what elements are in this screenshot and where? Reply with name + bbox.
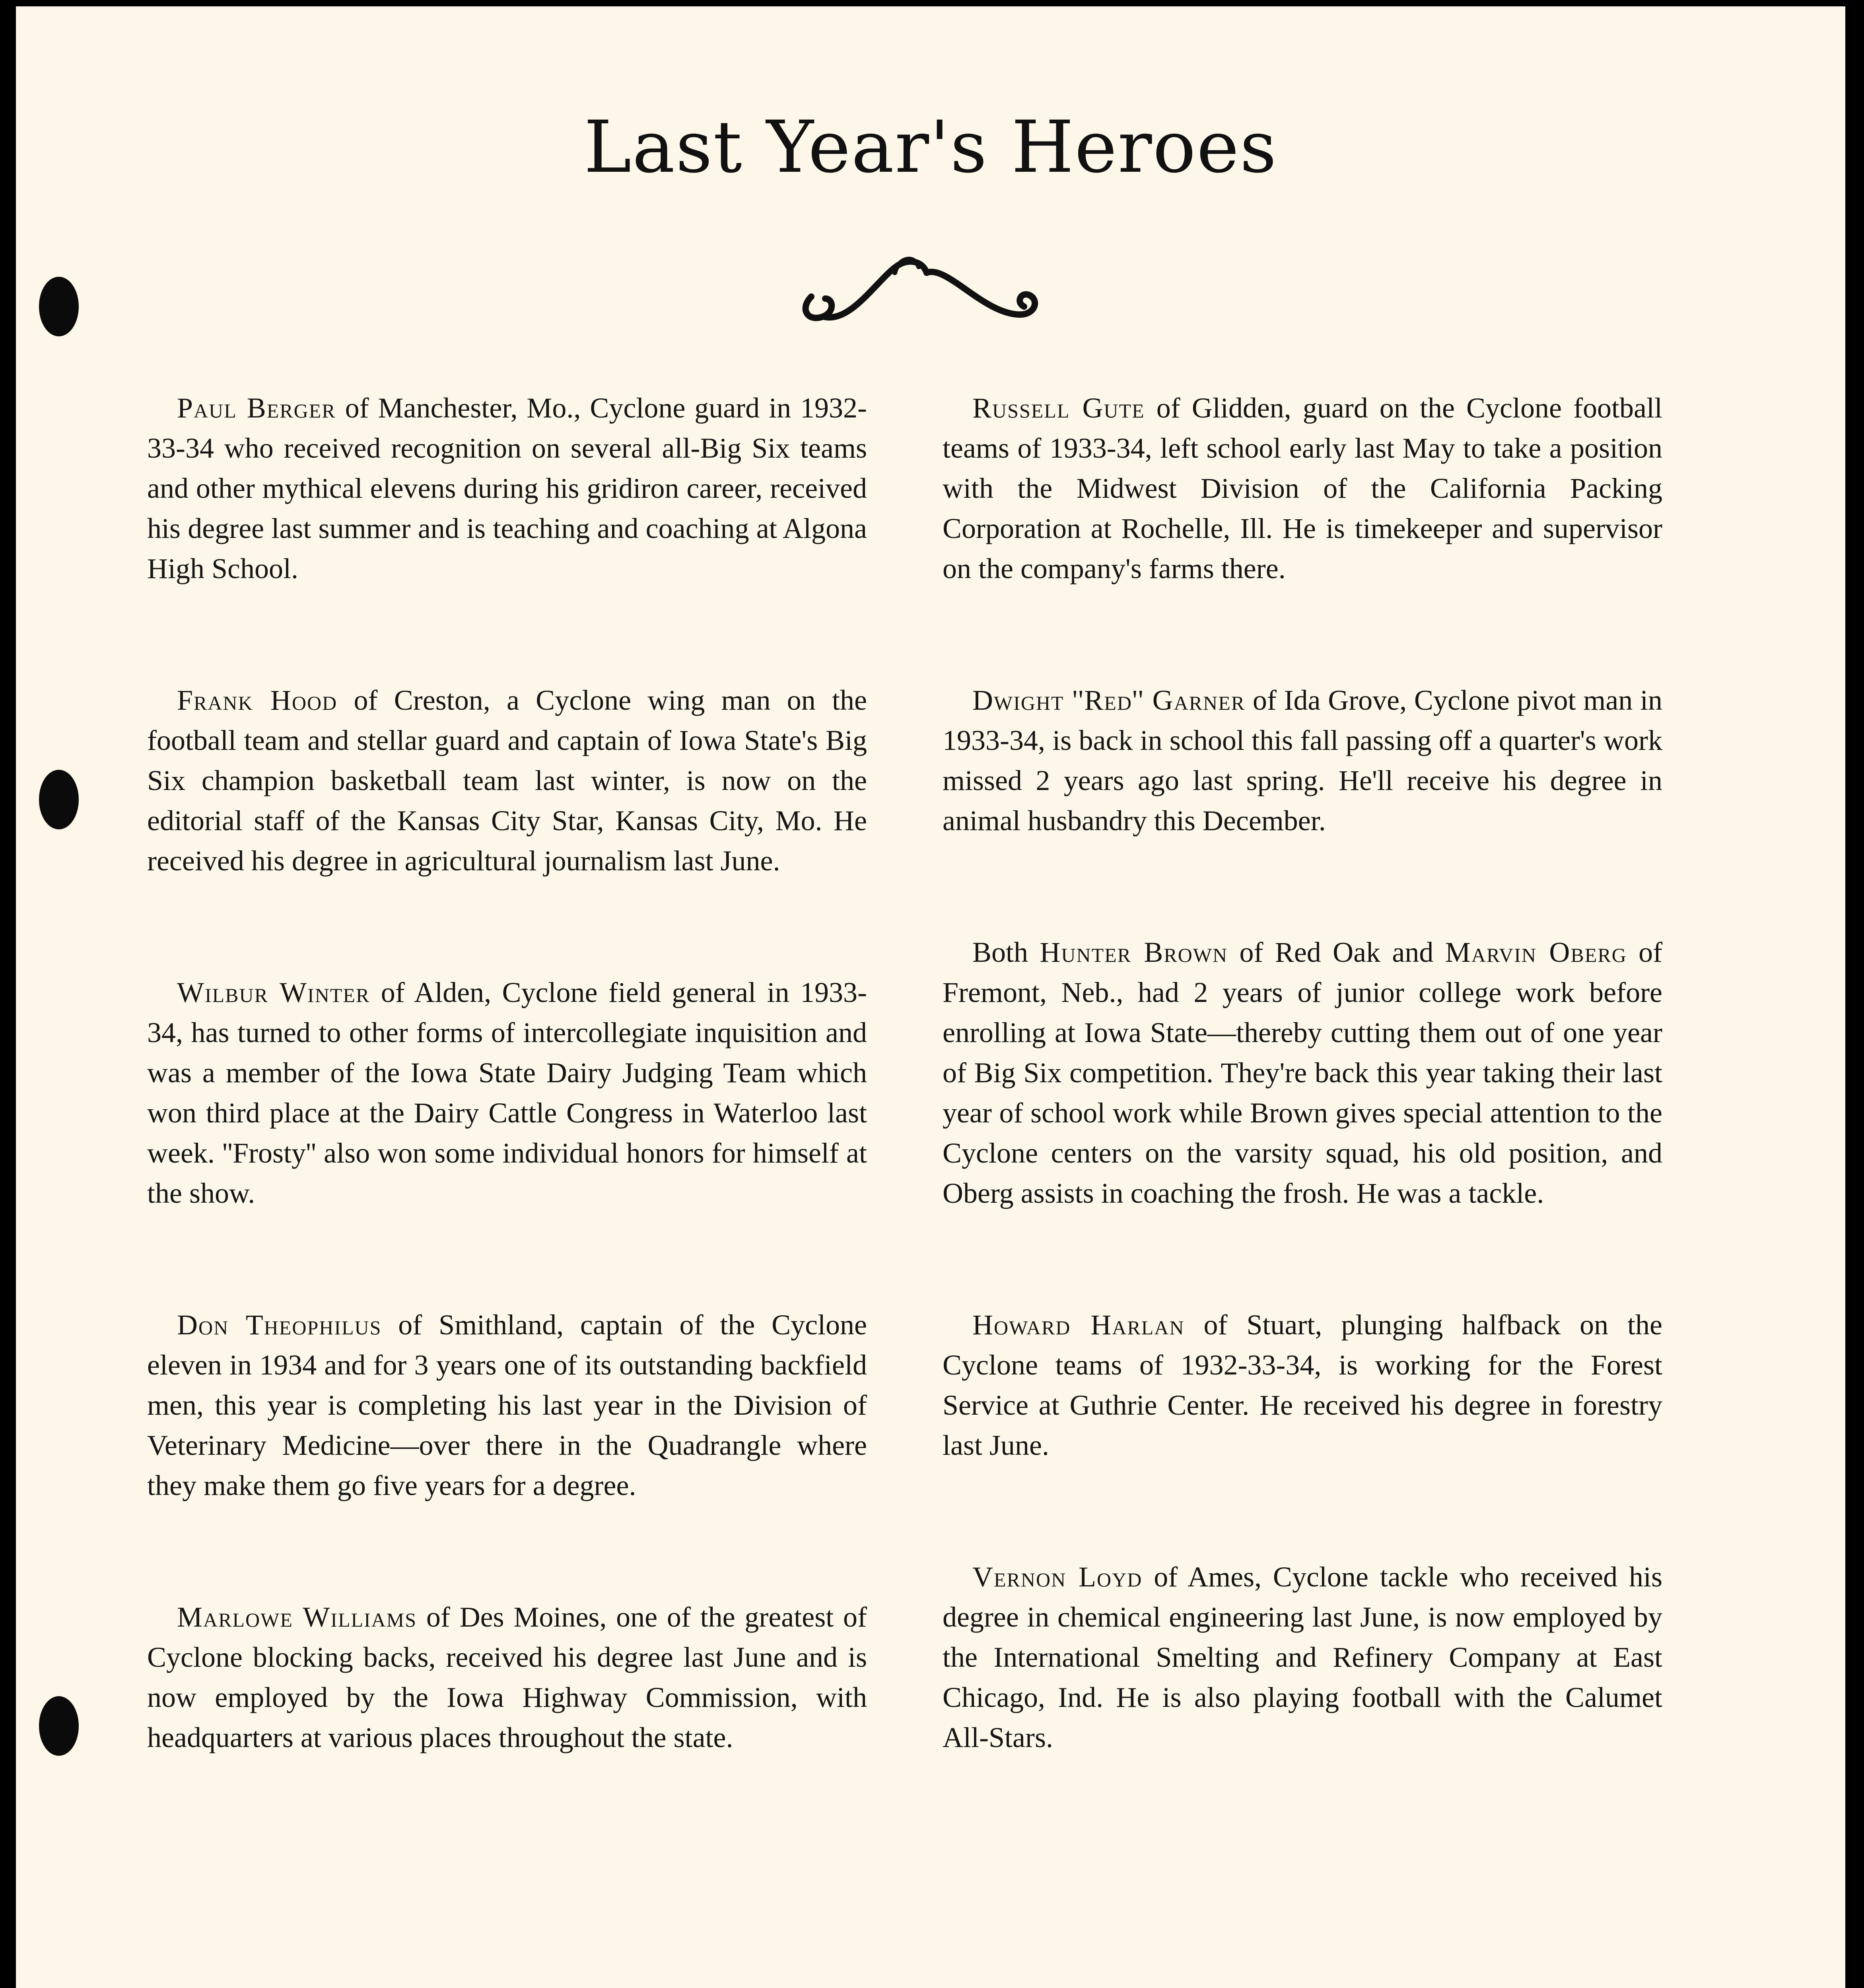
entry-vernon-loyd [943,1557,1662,1758]
binder-hole-3 [39,1696,79,1756]
entry-text: of Stuart, plunging halfback on the Cyclone teams of 1932-33-34, is working for the Forest Service at Guthrie Center. He received his degree in forestry last June. [943,1309,1662,1461]
binder-hole-2 [39,770,79,829]
scroll-ornament-icon [795,249,1050,328]
page-title: Last Year's Heroes [584,106,1277,189]
entry-text: of Glidden, guard on the Cyclone football teams of 1933-34, left school early last May to take a position with the Midwest Division of the California Packing Corporation at Rochelle, Ill. He is timekeeper and supervisor on the company's farms there. [943,392,1663,584]
entry-name: Russell Gute [972,392,1145,424]
magazine-page [16,6,1845,1988]
entry-text: of Manchester, Mo., Cyclone guard in 1932-33-34 who received recognition on several all-Big Six teams and other mythical elevens during his gridiron career, received his degree last summer and is teaching and coaching at Algona High School. [147,392,867,584]
entry-text: of Smithland, captain of the Cyclone eleven in 1934 and for 3 years one of its outstanding backfield men, this year is completing his last year in the Division of Veterinary Medicine—over there in the Quadrangle where they make them go five years for a degree. [147,1309,867,1501]
entry-don-theophilus [147,1305,867,1506]
entry-marlowe-williams [147,1597,867,1758]
entry-text: of Ames, Cyclone tackle who received his degree in chemical engineering last June, is now employed by the International Smelting and Refinery Company at East Chicago, Ind. He is also playing football with the Calumet All-Stars. [943,1561,1662,1753]
entry-mid: of Red Oak and [1239,936,1434,968]
entry-name: Hunter Brown [1040,936,1228,968]
entry-text: of Des Moines, one of the greatest of Cyclone blocking backs, received his degree last June and is now employed by the Iowa Highway Commission, with headquarters at various places throughout the state. [147,1601,867,1753]
entry-paul-berger [147,388,867,589]
entry-text: of Fremont, Neb., had 2 years of junior college work before enrolling at Iowa State—thereby cutting them out of one year of Big Six competition. They're back this year taking their last year of school work while Brown gives special attention to the Cyclone centers on the varsity squad, his old position, and Oberg assists in coaching the frosh. He was a tackle. [943,936,1663,1209]
entry-text: of Ida Grove, Cyclone pivot man in 1933-34, is back in school this fall passing off a quarter's work missed 2 years ago last spring. He'll receive his degree in animal husbandry this December. [943,684,1662,837]
entry-dwight-garner [943,680,1662,841]
entry-howard-harlan [943,1305,1662,1466]
entry-name: Vernon Loyd [972,1561,1143,1593]
entry-wilbur-winter [147,973,867,1213]
entry-name: Dwight ''Red'' Garner [972,684,1246,716]
right-column [943,388,1662,1758]
entry-prefix: Both [972,936,1028,968]
entry-name: Wilbur Winter [177,977,370,1008]
entry-name: Frank Hood [177,684,338,716]
entry-name: Howard Harlan [972,1309,1185,1341]
entry-name: Marlowe Williams [177,1601,417,1633]
binder-hole-1 [39,277,79,336]
entry-name-2: Marvin Oberg [1445,936,1627,968]
entry-text: of Creston, a Cyclone wing man on the football team and stellar guard and captain of Iowa State's Big Six champion basketball team last winter, is now on the editorial staff of the Kansas City Star, Kansas City, Mo. He received his degree in agricultural journalism last June. [147,684,867,877]
left-column [147,388,867,1758]
entry-name: Paul Berger [177,392,336,424]
entry-frank-hood [147,680,867,881]
entry-russell-gute [943,388,1662,589]
entry-brown-oberg [943,932,1662,1213]
entry-text: of Alden, Cyclone field general in 1933-34, has turned to other forms of intercollegiate inquisition and was a member of the Iowa State Dairy Judging Team which won third place at the Dairy Cattle Congress in Waterloo last week. ''Frosty'' also won some individual honors for himself at the show. [147,977,867,1209]
entry-name: Don Theophilus [177,1309,382,1341]
